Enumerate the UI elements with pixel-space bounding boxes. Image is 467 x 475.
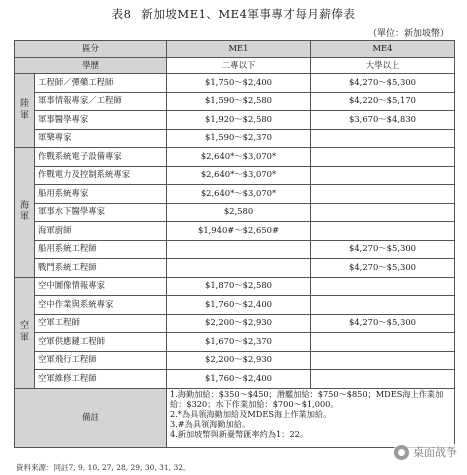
table-row xyxy=(15,129,455,148)
job-title: 船用系統專家 xyxy=(35,185,167,204)
me1-salary: $1,920～$2,580 xyxy=(167,111,311,130)
job-title: 空中作業與系統專家 xyxy=(35,296,167,315)
education-me1: 二專以下 xyxy=(167,58,311,74)
me4-salary xyxy=(311,185,455,204)
note-line: 3.#為具領海勤加給。 xyxy=(170,418,251,429)
table-row xyxy=(15,259,455,278)
note-line: 2.*為具領海勤加給及MDES海上作業加給。 xyxy=(170,408,332,419)
job-title: 空中圖像情報專家 xyxy=(35,277,167,296)
me4-salary xyxy=(311,370,455,389)
note-line: 4.新加坡幣與新臺幣匯率約為1：22。 xyxy=(170,428,309,439)
job-title: 工程師／彈藥工程師 xyxy=(35,74,167,93)
watermark-text: 桌面战争 xyxy=(413,446,457,459)
table-row xyxy=(15,185,455,204)
table-title xyxy=(0,6,467,22)
job-title: 空軍維修工程師 xyxy=(35,370,167,389)
me4-salary: $4,270～$5,300 xyxy=(311,240,455,259)
table-row xyxy=(15,240,455,259)
me4-salary xyxy=(311,166,455,185)
notes-content xyxy=(167,388,455,447)
branch-airforce-label: 空軍 xyxy=(19,320,29,343)
me1-salary: $1,590～$2,580 xyxy=(167,92,311,111)
notes-row xyxy=(15,388,455,447)
job-title: 空軍飛行工程師 xyxy=(35,351,167,370)
table-row xyxy=(15,148,455,167)
job-title: 作戰系統電子設備專家 xyxy=(35,148,167,167)
me1-salary: $1,670～$2,370 xyxy=(167,333,311,352)
notes-label: 備註 xyxy=(15,388,167,447)
table-number: 表8 xyxy=(111,7,132,21)
me4-salary xyxy=(311,148,455,167)
header-me1: ME1 xyxy=(167,41,311,58)
job-title: 戰鬥系統工程師 xyxy=(35,259,167,278)
branch-army-label: 陸軍 xyxy=(19,98,29,121)
job-title: 軍事醫學專家 xyxy=(35,111,167,130)
me4-salary xyxy=(311,203,455,222)
watermark xyxy=(394,444,457,460)
branch-army xyxy=(15,74,35,148)
table-row xyxy=(15,111,455,130)
job-title: 船用系統工程師 xyxy=(35,240,167,259)
job-title: 作戰電力及控制系統專家 xyxy=(35,166,167,185)
table-row xyxy=(15,370,455,389)
me4-salary xyxy=(311,296,455,315)
table-row xyxy=(15,333,455,352)
me1-salary: $1,870～$2,580 xyxy=(167,277,311,296)
me1-salary: $2,580 xyxy=(167,203,311,222)
header-category: 區分 xyxy=(15,41,167,58)
job-title: 空軍工程師 xyxy=(35,314,167,333)
table-row xyxy=(15,166,455,185)
table-row xyxy=(15,296,455,315)
me1-salary: $1,590～$2,370 xyxy=(167,129,311,148)
me1-salary: $1,940#～$2,650# xyxy=(167,222,311,241)
me1-salary: $2,640*～$3,070* xyxy=(167,166,311,185)
header-row xyxy=(15,41,455,58)
me1-salary: $2,640*～$3,070* xyxy=(167,185,311,204)
table-row xyxy=(15,74,455,93)
job-title: 軍樂專家 xyxy=(35,129,167,148)
me1-salary: $2,640*～$3,070* xyxy=(167,148,311,167)
job-title: 海軍廚師 xyxy=(35,222,167,241)
me4-salary xyxy=(311,129,455,148)
table-row xyxy=(15,222,455,241)
table-row xyxy=(15,203,455,222)
me4-salary: $3,670～$4,830 xyxy=(311,111,455,130)
education-me4: 大學以上 xyxy=(311,58,455,74)
watermark-logo-icon xyxy=(394,445,409,460)
me1-salary: $1,750～$2,400 xyxy=(167,74,311,93)
branch-airforce xyxy=(15,277,35,388)
me4-salary: $4,270～$5,300 xyxy=(311,314,455,333)
branch-navy-label: 海軍 xyxy=(19,200,29,223)
salary-table xyxy=(14,40,455,448)
me4-salary xyxy=(311,222,455,241)
table-row xyxy=(15,277,455,296)
note-line: 1.海勤加給：$350～$450；潛艦加給：$750～$850；MDES海上作業加給：$320；水下作業加給：$700～$1,000。 xyxy=(170,388,444,409)
me4-salary: $4,270～$5,300 xyxy=(311,74,455,93)
me1-salary: $2,200～$2,930 xyxy=(167,351,311,370)
unit-note: （單位：新加坡幣） xyxy=(367,29,449,39)
table-title-text: 新加坡ME1、ME4軍事專才每月薪俸表 xyxy=(141,7,356,21)
job-title: 軍事水下醫學專家 xyxy=(35,203,167,222)
job-title: 空軍供應鏈工程師 xyxy=(35,333,167,352)
branch-navy xyxy=(15,148,35,278)
me1-salary: $1,760～$2,400 xyxy=(167,370,311,389)
education-row xyxy=(15,58,455,74)
table-row xyxy=(15,92,455,111)
me4-salary xyxy=(311,351,455,370)
header-me4: ME4 xyxy=(311,41,455,58)
table-row xyxy=(15,351,455,370)
me4-salary: $4,220～$5,170 xyxy=(311,92,455,111)
source-note: 資料來源：同註7, 9, 10, 27, 28, 29, 30, 31, 32。 xyxy=(16,463,191,472)
me1-salary: $1,760～$2,400 xyxy=(167,296,311,315)
job-title: 軍事情報專家／工程師 xyxy=(35,92,167,111)
me1-salary: $2,200～$2,930 xyxy=(167,314,311,333)
me4-salary xyxy=(311,277,455,296)
me1-salary xyxy=(167,259,311,278)
me4-salary xyxy=(311,333,455,352)
education-label: 學歷 xyxy=(15,58,167,74)
me4-salary: $4,270～$5,300 xyxy=(311,259,455,278)
table-row xyxy=(15,314,455,333)
me1-salary xyxy=(167,240,311,259)
